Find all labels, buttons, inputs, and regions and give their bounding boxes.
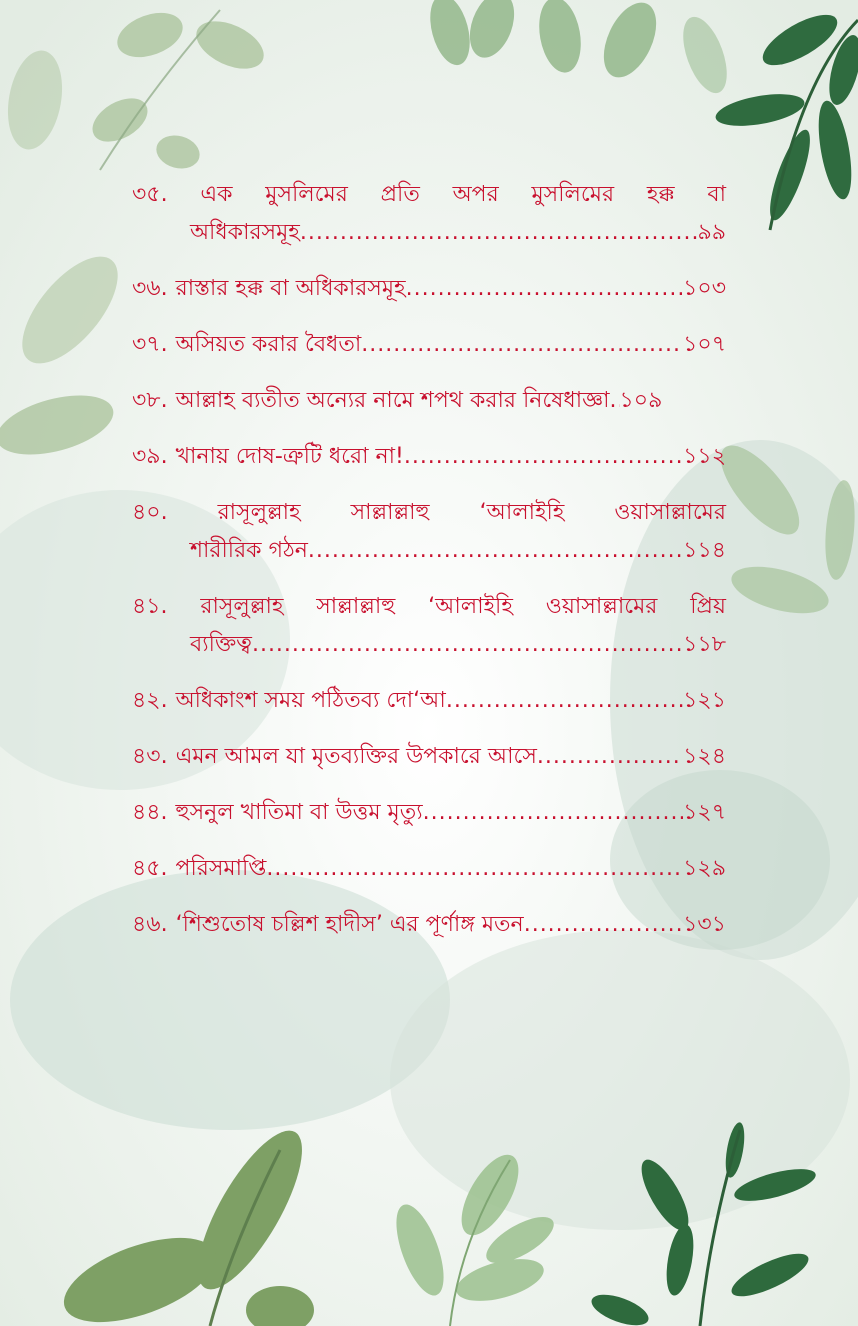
toc-entry-number: ৪২.	[132, 688, 168, 713]
toc-entry[interactable]	[132, 738, 726, 776]
toc-entry-number: ৪১.	[132, 594, 168, 619]
leader-dots	[300, 214, 698, 252]
toc-entry-number: ৩৫.	[132, 182, 168, 207]
toc-entry-title: অসিয়ত করার বৈধতা	[175, 332, 362, 357]
table-of-contents	[132, 176, 726, 962]
toc-page-number: ১৩১	[683, 912, 726, 937]
toc-page-number: ১২১	[683, 688, 726, 713]
toc-entry-number: ৩৯.	[132, 444, 168, 469]
toc-entry-title: ৪১. রাসূলুল্লাহ সাল্লাল্লাহু ‘আলাইহি ওয়াসাল্লামের প্রিয়	[132, 588, 726, 626]
leader-dots	[610, 382, 620, 420]
toc-entry[interactable]	[132, 176, 726, 252]
toc-entry-title: ৪০. রাসূলুল্লাহ সাল্লাল্লাহু ‘আলাইহি ওয়াসাল্লামের	[132, 494, 726, 532]
toc-entry-number: ৪৫.	[132, 856, 168, 881]
toc-entry-title: ‘শিশুতোষ চল্লিশ হাদীস’ এর পূর্ণাঙ্গ মতন	[175, 912, 524, 937]
toc-page-number: ১০৭	[683, 332, 726, 357]
leader-dots	[266, 850, 683, 888]
toc-entry-title: পরিসমাপ্তি	[175, 856, 267, 881]
toc-page-number: ১০৯	[619, 388, 663, 413]
toc-page-number: ১১২	[683, 444, 726, 469]
toc-entry-title: খানায় দোষ-ত্রুটি ধরো না!	[175, 444, 404, 469]
toc-entry-number: ৪০.	[132, 500, 168, 525]
leader-dots	[524, 906, 683, 944]
toc-entry-title: এমন আমল যা মৃতব্যক্তির উপকারে আসে	[175, 744, 537, 769]
toc-entry-title: রাস্তার হক্ক বা অধিকারসমূহ	[175, 276, 406, 301]
toc-entry-number: ৩৬.	[132, 276, 168, 301]
toc-entry-title-continued: শারীরিক গঠন	[190, 538, 308, 563]
toc-page-number: ১১৮	[683, 632, 726, 657]
toc-page-number: ১১৪	[683, 538, 726, 563]
leader-dots	[406, 270, 684, 308]
leader-dots	[361, 326, 683, 364]
leader-dots	[537, 738, 683, 776]
toc-entry-number: ৩৮.	[132, 388, 168, 413]
toc-entry[interactable]	[132, 494, 726, 570]
toc-entry[interactable]	[132, 438, 726, 476]
toc-entry[interactable]	[132, 588, 726, 664]
toc-page-number: ১২৯	[683, 856, 726, 881]
toc-page-number: ১২৭	[683, 800, 726, 825]
leader-dots	[404, 438, 683, 476]
toc-entry-title-continued: ব্যক্তিত্ব	[190, 632, 252, 657]
toc-entry-title: অধিকাংশ সময় পঠিতব্য দো‘আ	[175, 688, 446, 713]
toc-page-number: ১২৪	[683, 744, 726, 769]
toc-entry-title-continued: অধিকারসমূহ	[190, 220, 300, 245]
toc-entry[interactable]	[132, 382, 726, 420]
leader-dots	[308, 532, 683, 570]
toc-page-number: ১০৩	[683, 276, 726, 301]
toc-entry-number: ৪৬.	[132, 912, 168, 937]
leader-dots	[252, 626, 683, 664]
toc-entry-number: ৪৩.	[132, 744, 168, 769]
toc-entry[interactable]	[132, 850, 726, 888]
toc-entry[interactable]	[132, 906, 726, 944]
toc-entry[interactable]	[132, 794, 726, 832]
leader-dots	[446, 682, 683, 720]
toc-entry-title: হুসনুল খাতিমা বা উত্তম মৃত্যু	[175, 800, 423, 825]
toc-page-number: ৯৯	[697, 220, 726, 245]
toc-entry-number: ৪৪.	[132, 800, 168, 825]
toc-entry[interactable]	[132, 682, 726, 720]
toc-entry-title: ৩৫. এক মুসলিমের প্রতি অপর মুসলিমের হক্ক বা	[132, 176, 726, 214]
toc-entry[interactable]	[132, 270, 726, 308]
toc-entry[interactable]	[132, 326, 726, 364]
leader-dots	[423, 794, 683, 832]
toc-entry-title: আল্লাহ ব্যতীত অন্যের নামে শপথ করার নিষেধাজ্ঞা	[175, 388, 610, 413]
toc-entry-number: ৩৭.	[132, 332, 168, 357]
